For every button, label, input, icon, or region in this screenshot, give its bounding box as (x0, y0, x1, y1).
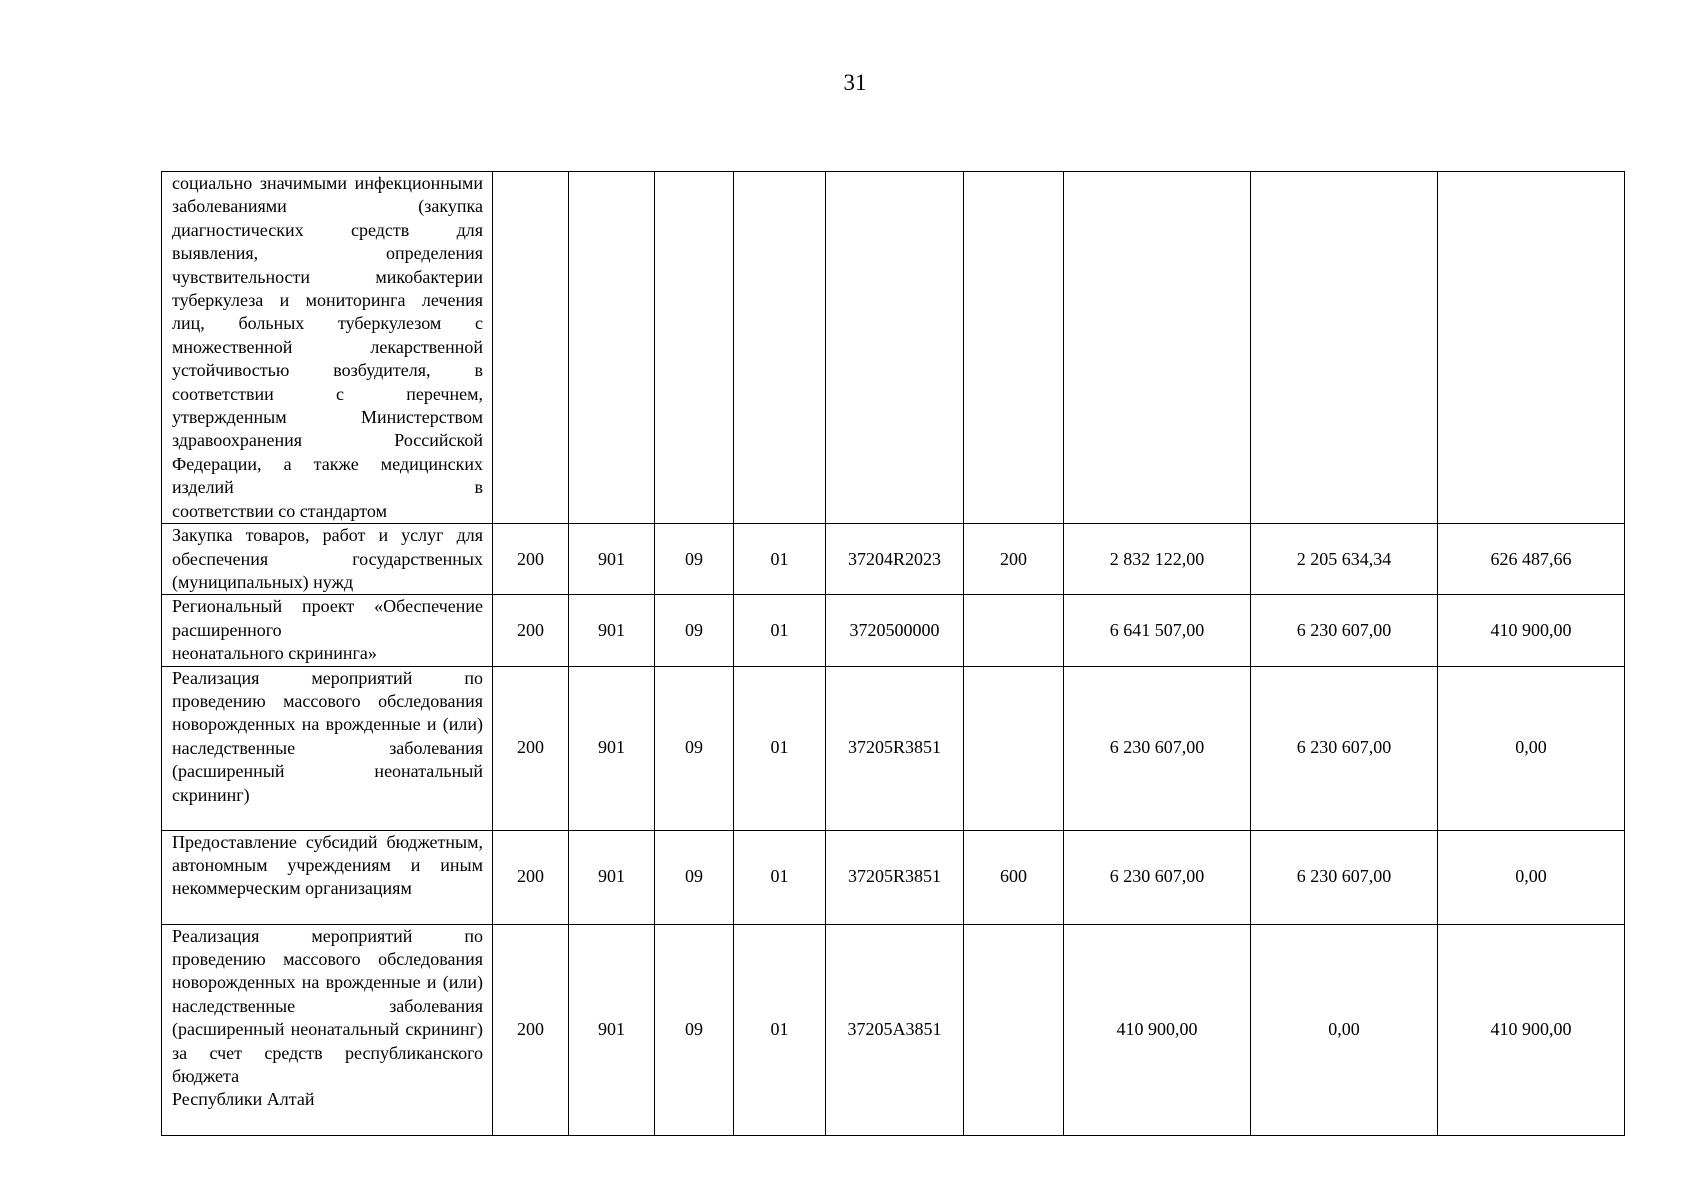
table-row (162, 172, 1625, 524)
cell-code-4: 01 (734, 830, 826, 924)
cell-amount-2 (1251, 172, 1438, 524)
cell-code-2 (569, 172, 655, 524)
cell-target-article: 37205R3851 (826, 666, 964, 830)
cell-amount-3: 626 487,66 (1438, 524, 1625, 595)
cell-target-article: 37204R2023 (826, 524, 964, 595)
cell-code-4 (734, 172, 826, 524)
cell-code-3 (655, 172, 734, 524)
cell-amount-3: 410 900,00 (1438, 924, 1625, 1135)
cell-code-2: 901 (569, 830, 655, 924)
cell-code-2: 901 (569, 666, 655, 830)
cell-expense-type: 600 (964, 830, 1064, 924)
cell-code-4: 01 (734, 666, 826, 830)
table-row (162, 595, 1625, 666)
cell-amount-3 (1438, 172, 1625, 524)
cell-amount-2: 2 205 634,34 (1251, 524, 1438, 595)
cell-amount-1: 2 832 122,00 (1064, 524, 1251, 595)
cell-amount-3: 0,00 (1438, 830, 1625, 924)
row-description: Реализация мероприятий по проведению массового обследования новорожденных на врожденные и (или) наследственные заболевания (расширенный неонатальный скрининг) (162, 666, 493, 830)
cell-amount-1 (1064, 172, 1251, 524)
table-row (162, 524, 1625, 595)
cell-amount-2: 0,00 (1251, 924, 1438, 1135)
cell-amount-3: 410 900,00 (1438, 595, 1625, 666)
cell-target-article: 3720500000 (826, 595, 964, 666)
cell-code-4: 01 (734, 595, 826, 666)
cell-code-1: 200 (493, 524, 569, 595)
cell-code-2: 901 (569, 595, 655, 666)
cell-code-3: 09 (655, 524, 734, 595)
table-row (162, 924, 1625, 1135)
row-description: Закупка товаров, работ и услуг для обеспечения государственных (муниципальных) нужд (162, 524, 493, 595)
cell-amount-1: 6 230 607,00 (1064, 666, 1251, 830)
cell-code-4: 01 (734, 924, 826, 1135)
cell-code-1: 200 (493, 924, 569, 1135)
table-row (162, 830, 1625, 924)
row-description: Реализация мероприятий по проведению массового обследования новорожденных на врожденные и (или) наследственные заболевания (расширенный неонатальный скрининг) за счет средств республиканского бюджета Республики Алтай (162, 924, 493, 1135)
cell-amount-1: 410 900,00 (1064, 924, 1251, 1135)
cell-target-article: 37205R3851 (826, 830, 964, 924)
cell-amount-2: 6 230 607,00 (1251, 830, 1438, 924)
cell-amount-1: 6 641 507,00 (1064, 595, 1251, 666)
cell-code-3: 09 (655, 830, 734, 924)
table-row (162, 666, 1625, 830)
cell-code-1: 200 (493, 595, 569, 666)
cell-expense-type (964, 595, 1064, 666)
row-description: Региональный проект «Обеспечение расширенного неонатального скрининга» (162, 595, 493, 666)
cell-code-3: 09 (655, 595, 734, 666)
cell-target-article (826, 172, 964, 524)
cell-code-2: 901 (569, 924, 655, 1135)
row-description: Предоставление субсидий бюджетным, автономным учреждениям и иным некоммерческим организациям (162, 830, 493, 924)
cell-expense-type (964, 924, 1064, 1135)
cell-target-article: 37205A3851 (826, 924, 964, 1135)
row-description: социально значимыми инфекционными заболеваниями (закупка диагностических средств для выявления, определения чувствительности микобактерии туберкулеза и мониторинга лечения лиц, больных туберкулезом с множественной лекарственной устойчивостью возбудителя, в соответствии с перечнем, утвержденным Министерством здравоохранения Российской Федерации, а также медицинских изделий в соответствии со стандартом (162, 172, 493, 524)
cell-expense-type (964, 172, 1064, 524)
cell-amount-2: 6 230 607,00 (1251, 595, 1438, 666)
cell-expense-type (964, 666, 1064, 830)
cell-expense-type: 200 (964, 524, 1064, 595)
cell-code-3: 09 (655, 666, 734, 830)
page-number: 31 (843, 70, 867, 95)
cell-amount-3: 0,00 (1438, 666, 1625, 830)
cell-code-1 (493, 172, 569, 524)
budget-table (161, 171, 1625, 1136)
cell-code-4: 01 (734, 524, 826, 595)
cell-code-1: 200 (493, 830, 569, 924)
cell-amount-1: 6 230 607,00 (1064, 830, 1251, 924)
cell-code-1: 200 (493, 666, 569, 830)
cell-code-2: 901 (569, 524, 655, 595)
cell-code-3: 09 (655, 924, 734, 1135)
cell-amount-2: 6 230 607,00 (1251, 666, 1438, 830)
